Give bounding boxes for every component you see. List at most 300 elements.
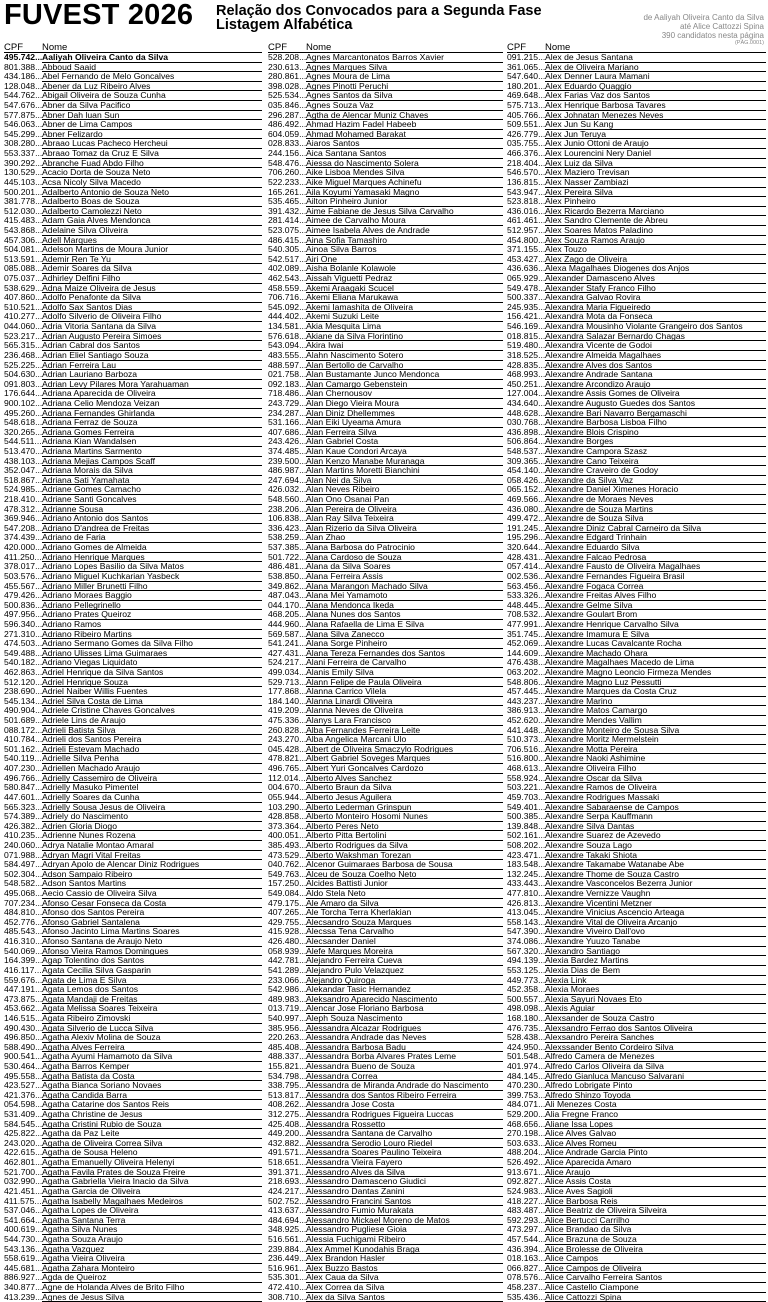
- candidate-name: Agatha de Oliveira Correa Silva: [42, 1139, 262, 1149]
- candidate-name: Alexandre Fernandes Figueira Brasil: [545, 572, 766, 582]
- list-item: [507, 111, 766, 121]
- cpf-value: 588.490...: [4, 1042, 43, 1052]
- list-item: [268, 879, 503, 889]
- cpf-value: 545.134...: [4, 696, 43, 706]
- candidate-name: Alex da Silva Santos: [306, 1293, 503, 1302]
- cpf-value: 002.536...: [507, 571, 546, 581]
- candidate-name: Adrieli Estevam Machado: [42, 745, 262, 755]
- list-item: [507, 437, 766, 447]
- cpf-value: 596.340...: [4, 619, 43, 629]
- candidate-name: Alex Ammel Kunodahis Braga: [306, 1245, 503, 1255]
- list-item: [507, 1024, 766, 1034]
- cpf-value: 426.813...: [507, 898, 546, 908]
- cpf-value: 541.664...: [4, 1215, 43, 1225]
- candidate-name: Ale Torcha Terra Kherlakian: [306, 908, 503, 918]
- cpf-value: 496.765...: [268, 764, 307, 774]
- cpf-value: 458.237...: [507, 1283, 546, 1292]
- candidate-name: Alan Diego Vieira Moura: [306, 399, 503, 409]
- cpf-value: 413.239...: [4, 1292, 43, 1302]
- candidate-name: Alexandre Viveiro Dall'ovo: [545, 927, 766, 937]
- cpf-value: 547.390...: [507, 927, 546, 937]
- candidate-name: Alexandre Edgard Trinhain: [545, 533, 766, 543]
- candidate-name: Alan Gabriel Costa: [306, 437, 503, 447]
- list-item: [507, 524, 766, 534]
- candidate-name: Acsa Nicoly Silva Macedo: [42, 178, 262, 188]
- cpf-value: 296.287...: [268, 110, 307, 120]
- cpf-value: 065.929...: [507, 274, 546, 284]
- list-item: [507, 716, 766, 726]
- candidate-name: Adrian Levy Pilares Mora Yarahuaman: [42, 380, 262, 390]
- cpf-value: 218.404...: [507, 158, 546, 168]
- list-item: [507, 908, 766, 918]
- candidate-name: Alanna Carrico Vilela: [306, 687, 503, 697]
- candidate-name: Alan Ferreira Silva: [306, 428, 503, 438]
- cpf-value: 469.566...: [507, 495, 546, 505]
- list-item: [4, 53, 262, 63]
- candidate-name: Alice Alves Romeu: [545, 1139, 766, 1149]
- cpf-value: 584.497...: [4, 860, 43, 870]
- list-item: [4, 754, 262, 764]
- candidate-name: Alba Fernandes Ferreira Leite: [306, 726, 503, 736]
- cpf-value: 452.776...: [4, 917, 43, 927]
- list-item: [268, 264, 503, 274]
- cpf-value: 410.235...: [4, 831, 43, 841]
- list-item: [268, 572, 503, 582]
- cpf-value: 405.766...: [507, 110, 546, 120]
- list-item: [4, 582, 262, 592]
- cpf-value: 470.230...: [507, 1081, 546, 1091]
- cpf-value: 528.438...: [507, 1033, 546, 1043]
- cpf-value: 236.468...: [4, 350, 43, 360]
- list-item: [507, 159, 766, 169]
- list-item: [268, 851, 503, 861]
- candidate-name: Alex Jun Su Kang: [545, 120, 766, 130]
- list-item: [268, 783, 503, 793]
- list-item: [507, 1062, 766, 1072]
- cpf-value: 559.676...: [4, 975, 43, 985]
- candidate-name: Alexandre da Silva Vaz: [545, 476, 766, 486]
- list-item: [507, 322, 766, 332]
- list-item: [268, 351, 503, 361]
- candidate-name: Adriano Sermano Gomes da Silva Filho: [42, 639, 262, 649]
- candidate-name: Alana Tereza Fernandes dos Santos: [306, 649, 503, 659]
- cpf-value: 486.481...: [268, 562, 307, 572]
- candidate-name: Alexandra Mota da Fonseca: [545, 312, 766, 322]
- list-item: [4, 188, 262, 198]
- cpf-value: 489.983...: [268, 994, 307, 1004]
- cpf-value: 546.570...: [507, 168, 546, 178]
- cpf-value: 547.208...: [4, 523, 43, 533]
- candidate-name: Alan Pereira de Oliveira: [306, 505, 503, 515]
- cpf-value: 320.265...: [4, 427, 43, 437]
- candidate-name: Aliane Issa Lopes: [545, 1120, 766, 1130]
- candidate-name: Alberto Lederman Grinspun: [306, 803, 503, 813]
- cpf-value: 434.640...: [507, 398, 546, 408]
- list-item: [4, 668, 262, 678]
- cpf-value: 177.868...: [268, 687, 307, 697]
- cpf-value: 504.630...: [4, 370, 43, 380]
- list-item: [507, 293, 766, 303]
- candidate-name: Adryan Magri Vital Freitas: [42, 851, 262, 861]
- cpf-value: 373.364...: [268, 821, 307, 831]
- candidate-name: Adalberto Boas de Souza: [42, 197, 262, 207]
- cpf-value: 900.541...: [4, 1052, 43, 1062]
- candidate-name: Adson Santos Martins: [42, 879, 262, 889]
- candidate-name: Alexandre Almeida Magalhaes: [545, 351, 766, 361]
- cpf-value: 445.103...: [4, 177, 43, 187]
- cpf-value: 239.500...: [268, 456, 307, 466]
- list-item: [4, 735, 262, 745]
- list-item: [4, 207, 262, 217]
- list-item: [268, 889, 503, 899]
- cpf-value: 243.270...: [268, 735, 307, 745]
- list-item: [4, 803, 262, 813]
- cpf-header: CPF: [507, 42, 526, 53]
- list-item: [268, 418, 503, 428]
- list-item: [507, 168, 766, 178]
- candidate-name: Alecsandro Souza Marques: [306, 918, 503, 928]
- candidate-name: Alexandra Galvao Rovira: [545, 293, 766, 303]
- list-item: [268, 822, 503, 832]
- list-item: [268, 601, 503, 611]
- candidate-name: Adriano Antonio dos Santos: [42, 514, 262, 524]
- list-item: [268, 389, 503, 399]
- cpf-value: 422.615...: [4, 1148, 43, 1158]
- candidate-name: Alan Bertollo de Carvalho: [306, 361, 503, 371]
- cpf-value: 496.766...: [4, 773, 43, 783]
- cpf-value: 429.755...: [268, 917, 307, 927]
- name-header: Nome: [545, 42, 571, 53]
- cpf-value: 531.166...: [268, 418, 307, 428]
- candidate-name: Alana Cardoso de Souza: [306, 553, 503, 563]
- cpf-value: 496.850...: [4, 1033, 43, 1043]
- list-item: [507, 216, 766, 226]
- cpf-value: 071.988...: [4, 850, 43, 860]
- cpf-value: 035.755...: [507, 139, 546, 149]
- cpf-value: 436.016...: [507, 206, 546, 216]
- candidate-name: Alfredo Shinzo Toyoda: [545, 1091, 766, 1101]
- candidate-name: Adelaine Silva Oliveira: [42, 226, 262, 236]
- cpf-value: 495.742...: [4, 53, 43, 62]
- cpf-value: 106.838...: [268, 514, 307, 524]
- list-item: [268, 457, 503, 467]
- list-item: [268, 82, 503, 92]
- list-item: [268, 236, 503, 246]
- cpf-value: 415.483...: [4, 216, 43, 226]
- list-item: [4, 1168, 262, 1178]
- list-item: [268, 466, 503, 476]
- cpf-value: 706.716...: [268, 293, 307, 303]
- candidate-name: Adryan Apolo de Alencar Diniz Rodrigues: [42, 860, 262, 870]
- cpf-value: 447.191...: [4, 985, 43, 995]
- list-item: [268, 1081, 503, 1091]
- candidate-name: Alana Mei Yamamoto: [306, 591, 503, 601]
- candidate-name: Alanys Lara Francisco: [306, 716, 503, 726]
- candidate-name: Alessandra Bueno de Souza: [306, 1062, 503, 1072]
- list-item: [268, 1254, 503, 1264]
- candidate-name: Alessandra Soares Paulino Teixeira: [306, 1148, 503, 1158]
- list-item: [4, 274, 262, 284]
- list-item: [268, 1225, 503, 1235]
- list-item: [507, 937, 766, 947]
- list-item: [268, 437, 503, 447]
- list-item: [268, 178, 503, 188]
- list-item: [507, 418, 766, 428]
- cpf-value: 452.358...: [507, 985, 546, 995]
- list-item: [268, 1177, 503, 1187]
- cpf-value: 485.543...: [4, 927, 43, 937]
- candidate-name: Adrien Gloria Diogo: [42, 822, 262, 832]
- candidate-name: Adriano Miller Brunetti Filho: [42, 582, 262, 592]
- list-item: [507, 120, 766, 130]
- cpf-value: 425.408...: [268, 1119, 307, 1129]
- candidate-name: Alana Barbosa do Patrocinio: [306, 543, 503, 553]
- list-item: [507, 226, 766, 236]
- list-item: [507, 889, 766, 899]
- candidate-name: Adrieli Batista Silva: [42, 726, 262, 736]
- cpf-value: 540.997...: [268, 1013, 307, 1023]
- candidate-name: Agatha Vieira Oliveira: [42, 1254, 262, 1264]
- candidate-name: Alexia Moraes: [545, 985, 766, 995]
- list-item: [268, 697, 503, 707]
- cpf-value: 516.800...: [507, 754, 546, 764]
- candidate-name: Alexandre Naoki Ashimine: [545, 754, 766, 764]
- cpf-value: 558.143...: [507, 917, 546, 927]
- candidate-name: Agata Cecilia Silva Gasparin: [42, 966, 262, 976]
- candidate-name: Adriana Gomes Ferreira: [42, 428, 262, 438]
- candidate-name: Adriel Silva Costa de Lima: [42, 697, 262, 707]
- candidate-name: Alexandre de Moraes Neves: [545, 495, 766, 505]
- list-column-2: [268, 43, 503, 1302]
- cpf-value: 426.480...: [268, 937, 307, 947]
- list-item: [268, 284, 503, 294]
- list-item: [507, 860, 766, 870]
- list-item: [268, 485, 503, 495]
- cpf-value: 244.156...: [268, 149, 307, 159]
- candidate-name: Alexandre de Souza Silva: [545, 514, 766, 524]
- candidate-name: Alexandre Monteiro de Sousa Silva: [545, 726, 766, 736]
- page-number: (PÁG.0001): [734, 40, 764, 46]
- cpf-value: 381.778...: [4, 197, 43, 207]
- cpf-value: 458.559...: [268, 283, 307, 293]
- candidate-name: Alexandre Matos Camargo: [545, 706, 766, 716]
- cpf-value: 270.198...: [507, 1129, 546, 1139]
- candidate-name: Alice Alves Galvao: [545, 1129, 766, 1139]
- list-item: [268, 1216, 503, 1226]
- list-item: [507, 1168, 766, 1178]
- list-item: [507, 457, 766, 467]
- list-item: [507, 803, 766, 813]
- list-item: [507, 1072, 766, 1082]
- list-item: [4, 591, 262, 601]
- cpf-value: 478.821...: [268, 754, 307, 764]
- cpf-value: 457.445...: [507, 687, 546, 697]
- list-item: [4, 831, 262, 841]
- candidate-name: Alessandra Correa: [306, 1072, 503, 1082]
- cpf-value: 438.103...: [4, 456, 43, 466]
- candidate-name: Adrian Ferreira Lau: [42, 361, 262, 371]
- name-header: Nome: [42, 42, 68, 53]
- candidate-name: Adrielly Sousa Jesus de Oliveira: [42, 803, 262, 813]
- list-item: [4, 937, 262, 947]
- list-item: [268, 447, 503, 457]
- list-item: [507, 774, 766, 784]
- cpf-value: 453.427...: [507, 254, 546, 264]
- list-item: [4, 91, 262, 101]
- cpf-value: 436.898...: [507, 427, 546, 437]
- candidate-name: Abener da Luz Ribeiro Alves: [42, 82, 262, 92]
- candidate-name: Agatha Alexiv Molina de Souza: [42, 1033, 262, 1043]
- cpf-value: 491.571...: [268, 1148, 307, 1158]
- list-item: [268, 831, 503, 841]
- list-item: [4, 332, 262, 342]
- candidate-name: Alice Campos: [545, 1254, 766, 1264]
- cpf-value: 525.534...: [268, 91, 307, 101]
- list-item: [4, 111, 262, 121]
- list-item: [4, 899, 262, 909]
- cpf-value: 044.060...: [4, 322, 43, 332]
- candidate-name: Alexsandro Pereira Sanches: [545, 1033, 766, 1043]
- list-item: [268, 658, 503, 668]
- candidate-name: Alessandra Andrade das Neves: [306, 1033, 503, 1043]
- candidate-name: Alexandre Arcondizo Araujo: [545, 380, 766, 390]
- list-item: [507, 178, 766, 188]
- candidate-name: Alberto Pitta Bertolini: [306, 831, 503, 841]
- cpf-value: 495.068...: [4, 889, 43, 899]
- list-item: [268, 908, 503, 918]
- cpf-value: 425.822...: [4, 1129, 43, 1139]
- list-item: [507, 370, 766, 380]
- cpf-value: 549.488...: [4, 648, 43, 658]
- cpf-value: 483.487...: [507, 1206, 546, 1216]
- cpf-value: 500.201...: [4, 187, 43, 197]
- cpf-value: 484.071...: [507, 1100, 546, 1110]
- list-item: [4, 245, 262, 255]
- candidate-name: Alexandre Yuuzo Tanabe: [545, 937, 766, 947]
- cpf-value: 245.935...: [507, 302, 546, 312]
- cpf-value: 513.817...: [268, 1090, 307, 1100]
- list-item: [4, 1206, 262, 1216]
- candidate-name: Alcenor Guimaraes Barbosa de Sousa: [306, 860, 503, 870]
- list-item: [507, 1254, 766, 1264]
- candidate-name: Adrian Eliel Santiago Souza: [42, 351, 262, 361]
- cpf-value: 391.432...: [268, 206, 307, 216]
- candidate-name: Alex Zago de Oliveira: [545, 255, 766, 265]
- list-item: [268, 111, 503, 121]
- candidate-name: Alan Ray Silva Teixeira: [306, 514, 503, 524]
- candidate-name: Alexandre Vicentini Metzner: [545, 899, 766, 909]
- list-item: [268, 976, 503, 986]
- candidate-name: Adolfo Penafonte da Silva: [42, 293, 262, 303]
- candidate-name: Agatha Candida Barra: [42, 1091, 262, 1101]
- cpf-value: 444.960...: [268, 619, 307, 629]
- candidate-name: Alexandre Vernizze Vaughn: [545, 889, 766, 899]
- cpf-value: 513.470...: [4, 446, 43, 456]
- document-subtitle: Relação dos Convocados para a Segunda Fase: [216, 3, 542, 19]
- candidate-name: Adriano Gomes de Almeida: [42, 543, 262, 553]
- candidate-name: Adrian Cabral dos Santos: [42, 341, 262, 351]
- document-title: FUVEST 2026: [4, 0, 194, 31]
- list-item: [507, 1177, 766, 1187]
- list-item: [507, 630, 766, 640]
- cpf-value: 548.618...: [4, 418, 43, 428]
- list-item: [268, 399, 503, 409]
- cpf-value: 130.529...: [4, 168, 43, 178]
- candidate-name: Agatha Santana Terra: [42, 1216, 262, 1226]
- list-item: [268, 1072, 503, 1082]
- list-item: [507, 533, 766, 543]
- candidate-name: Alba Angelica Marcani Ulo: [306, 735, 503, 745]
- candidate-name: Alfredo Gianluca Mancuso Salvarani: [545, 1072, 766, 1082]
- cpf-value: 504.081...: [4, 245, 43, 255]
- candidate-name: Adrieli dos Santos Pereira: [42, 735, 262, 745]
- list-item: [268, 341, 503, 351]
- cpf-value: 428.431...: [507, 552, 546, 562]
- candidate-name: Alexandra Vicente de Godoi: [545, 341, 766, 351]
- cpf-value: 500.557...: [507, 994, 546, 1004]
- cpf-value: 553.125...: [507, 965, 546, 975]
- list-item: [507, 389, 766, 399]
- page-range-info: [643, 13, 764, 46]
- list-item: [4, 1033, 262, 1043]
- list-item: [4, 572, 262, 582]
- list-item: [507, 601, 766, 611]
- cpf-value: 522.233...: [268, 177, 307, 187]
- list-item: [4, 918, 262, 928]
- candidate-name: Alexandre Assis Gomes de Oliveira: [545, 389, 766, 399]
- candidate-name: Adriana Martins Sarmento: [42, 447, 262, 457]
- cpf-value: 510.373...: [507, 735, 546, 745]
- cpf-value: 426.032...: [268, 485, 307, 495]
- cpf-value: 535.465...: [268, 197, 307, 207]
- candidate-name: Alex Buzzo Bastos: [306, 1264, 503, 1274]
- list-item: [4, 1187, 262, 1197]
- list-item: [507, 754, 766, 764]
- list-item: [268, 995, 503, 1005]
- cpf-value: 385.956...: [268, 1023, 307, 1033]
- candidate-name: Alexandre Alves dos Santos: [545, 361, 766, 371]
- cpf-value: 549.763...: [268, 869, 307, 879]
- candidate-name: Alessandra Vieira Fayero: [306, 1158, 503, 1168]
- list-item: [4, 264, 262, 274]
- cpf-value: 508.202...: [507, 840, 546, 850]
- candidate-name: Alexia Bardez Martins: [545, 956, 766, 966]
- cpf-value: 545.299...: [4, 129, 43, 139]
- cpf-value: 184.140...: [268, 696, 307, 706]
- cpf-value: 523.818...: [507, 197, 546, 207]
- candidate-name: Alan Kaue Condori Arcaya: [306, 447, 503, 457]
- cpf-value: 477.810...: [507, 889, 546, 899]
- list-item: [4, 706, 262, 716]
- list-item: [268, 428, 503, 438]
- range-to: até Alice Cattozzi Spina: [679, 22, 764, 31]
- list-item: [268, 860, 503, 870]
- list-item: [268, 1033, 503, 1043]
- candidate-name: Alex Denner Laura Mamani: [545, 72, 766, 82]
- column-header: [4, 43, 262, 53]
- candidate-name: Agatha Bianca Soriano Novaes: [42, 1081, 262, 1091]
- candidate-name: Alex de Oliveira Mariano: [545, 63, 766, 73]
- cpf-value: 486.415...: [268, 235, 307, 245]
- candidate-name: Albert Yuri Goncalves Cardozo: [306, 764, 503, 774]
- list-item: [507, 610, 766, 620]
- list-item: [268, 1052, 503, 1062]
- cpf-value: 484.810...: [4, 908, 43, 918]
- list-item: [4, 1062, 262, 1072]
- cpf-value: 580.847...: [4, 783, 43, 793]
- list-item: [4, 476, 262, 486]
- candidate-name: Alexandre Motta Pereira: [545, 745, 766, 755]
